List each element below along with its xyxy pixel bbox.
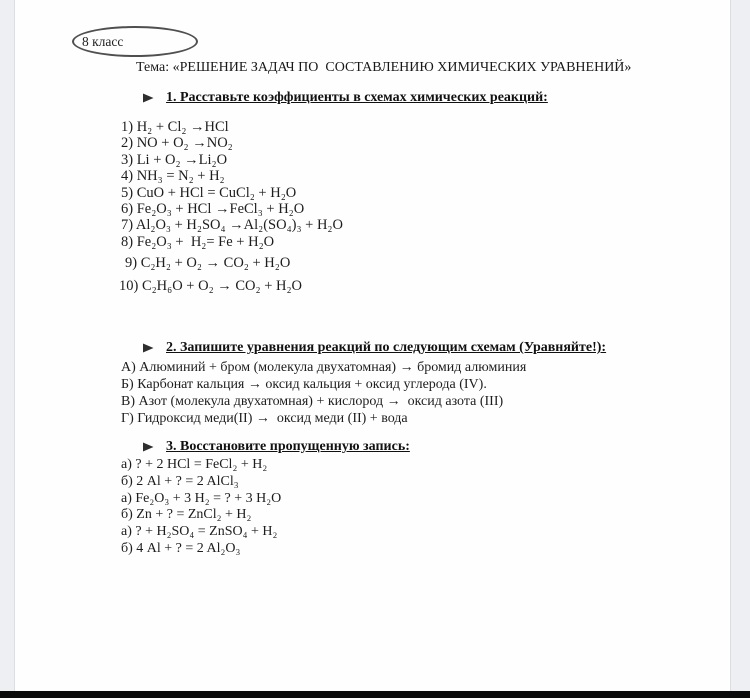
equation-line: 7) Al₂O₃ + H₂SO₄ →Al₂(SO₄)₃ + H₂O [121,217,343,234]
grade-badge-label: 8 класс [82,33,124,49]
restore-item: б) Zn + ? = ZnCl₂ + H₂ [121,507,252,523]
section-1-heading-label: 1. Расставьте коэффициенты в схемах химических реакций: [166,90,548,105]
grade-badge [72,26,198,57]
section-3-heading-label: 3. Восстановите пропущенную запись: [166,439,410,454]
bottom-black-bar [0,691,750,698]
page-title: Тема: «РЕШЕНИЕ ЗАДАЧ ПО СОСТАВЛЕНИЮ ХИМИЧЕСКИХ УРАВНЕНИЙ» [136,60,632,75]
arrow-bullet-icon [143,342,154,354]
restore-item: а) Fe₂O₃ + 3 H₂ = ? + 3 H₂O [121,490,282,506]
arrow-bullet-icon [143,441,154,453]
scheme-item: Г) Гидроксид меди(II) → оксид меди (II) + вода [121,411,408,426]
document-page [14,0,731,691]
equation-line: 10) C₂H₆O + O₂ → CO₂ + H₂O [119,277,303,294]
reaction-schemes-list [121,359,526,427]
restore-item: а) ? + H₂SO₄ = ZnSO₄ + H₂ [121,524,278,540]
scheme-item: А) Алюминий + бром (молекула двухатомная) → бромид алюминия [121,360,527,375]
section-2-heading [143,340,606,356]
equation-line: 1) H₂ + Cl₂ →HCl [121,119,229,135]
scheme-item: В) Азот (молекула двухатомная) + кислород → оксид азота (III) [121,394,504,409]
section-2-heading-label: 2. Запишите уравнения реакций по следующим схемам (Уравняйте!): [166,340,607,355]
restore-item: б) 2 Al + ? = 2 AlCl₃ [121,473,239,489]
restore-item: б) 4 Al + ? = 2 Al₂O₃ [121,540,241,556]
section-1-heading [143,90,548,106]
equation-line: 3) Li + O₂ →Li₂O [121,151,228,168]
equation-line: 8) Fe₂O₃ + H₂= Fe + H₂O [121,233,275,250]
equation-line: 2) NO + O₂ →NO₂ [121,135,233,152]
equations-list [121,119,343,294]
arrow-bullet-icon [143,92,154,104]
restore-records-list [121,457,281,558]
restore-item: а) ? + 2 HCl = FeCl₂ + H₂ [121,457,268,472]
scheme-item: Б) Карбонат кальция → оксид кальция + оксид углерода (IV). [121,377,487,392]
equation-line: 9) C₂H₂ + O₂ → CO₂ + H₂O [125,255,291,272]
section-3-heading [143,439,410,455]
equation-line: 5) CuO + HCl = CuCl₂ + H₂O [121,184,297,201]
equation-line: 6) Fe₂O₃ + HCl →FeCl₃ + H₂O [121,201,305,218]
equation-line: 4) NH₃ = N₂ + H₂ [121,168,225,185]
